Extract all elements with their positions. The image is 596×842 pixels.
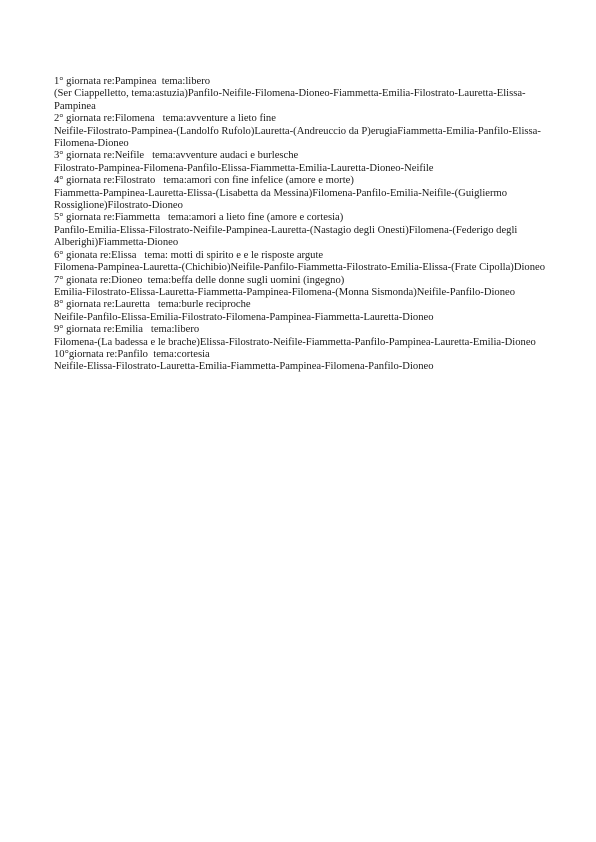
giornata-entry-4 — [54, 175, 554, 212]
giornata-heading: 1° giornata re:Pampinea tema:libero — [54, 76, 211, 87]
giornata-narrators: Filostrato-Pampinea-Filomena-Panfilo-Elissa-Fiammetta-Emilia-Lauretta-Dioneo-Neifile — [54, 162, 434, 174]
giornata-narrators: Filomena-Pampinea-Lauretta-(Chichibio)Neifile-Panfilo-Fiammetta-Filostrato-Emilia-Elissa-(Frate Cipolla)Dioneo — [54, 262, 546, 274]
giornata-entry-8 — [54, 299, 554, 324]
giornata-heading: 6° gionata re:Elissa tema: motti di spirito e e le risposte argute — [54, 249, 324, 261]
giornata-narrators: Filomena-(La badessa e le brache)Elissa-Filostrato-Neifile-Fiammetta-Panfilo-Pampinea-Lauretta-Emilia-Dioneo — [54, 336, 536, 348]
giornata-entry-9 — [54, 324, 554, 349]
giornata-heading: 8° giornata re:Lauretta tema:burle reciproche — [54, 299, 251, 311]
giornata-heading: 3° giornata re:Neifile tema:avventure audaci e burlesche — [54, 150, 299, 162]
giornata-heading: 7° gionata re:Dioneo tema:beffa delle donne sugli uomini (ingegno) — [54, 274, 345, 286]
giornata-entry-6 — [54, 250, 554, 275]
giornata-heading: 9° giornata re:Emilia tema:libero — [54, 324, 200, 336]
giornata-entry-5 — [54, 212, 554, 249]
giornata-entry-7 — [54, 275, 554, 300]
giornata-entry-3 — [54, 150, 554, 175]
giornata-heading: 5° giornata re:Fiammetta tema:amori a lieto fine (amore e cortesia) — [54, 212, 344, 224]
giornata-heading: 10°giornata re:Panfilo tema:cortesia — [54, 348, 210, 360]
giornata-narrators: (Ser Ciappelletto, tema:astuzia)Panfilo-Neifile-Filomena-Dioneo-Fiammetta-Emilia-Filostrato-Lauretta-Elissa-Pampinea — [54, 88, 526, 112]
giornata-narrators: Emilia-Filostrato-Elissa-Lauretta-Fiammetta-Pampinea-Filomena-(Monna Sismonda)Neifile-Panfilo-Dioneo — [54, 286, 516, 298]
giornata-narrators: Neifile-Panfilo-Elissa-Emilia-Filostrato-Filomena-Pampinea-Fiammetta-Lauretta-Dioneo — [54, 311, 434, 323]
giornata-entry-1 — [54, 76, 554, 113]
giornata-narrators: Neifile-Elissa-Filostrato-Lauretta-Emilia-Fiammetta-Pampinea-Filomena-Panfilo-Dioneo — [54, 361, 434, 373]
document-page — [54, 76, 554, 374]
giornata-heading: 4° giornata re:Filostrato tema:amori con fine infelice (amore e morte) — [54, 175, 354, 187]
giornata-entry-2 — [54, 113, 554, 150]
giornata-narrators: Panfilo-Emilia-Elissa-Filostrato-Neifile-Pampinea-Lauretta-(Nastagio degli Onesti)Filomena-(Federigo degli Alberighi)Fiammetta-Dioneo — [54, 224, 520, 249]
giornata-heading: 2° giornata re:Filomena tema:avventure a lieto fine — [54, 113, 276, 125]
giornata-entry-10 — [54, 349, 554, 374]
giornata-narrators: Fiammetta-Pampinea-Lauretta-Elissa-(Lisabetta da Messina)Filomena-Panfilo-Emilia-Neifile-(Guigliermo Rossiglione)Filostrato-Dioneo — [54, 187, 510, 212]
giornata-narrators: Neifile-Filostrato-Pampinea-(Landolfo Rufolo)Lauretta-(Andreuccio da P)erugiaFiammetta-Emilia-Panfilo-Elissa-Filomena-Dioneo — [54, 125, 541, 150]
